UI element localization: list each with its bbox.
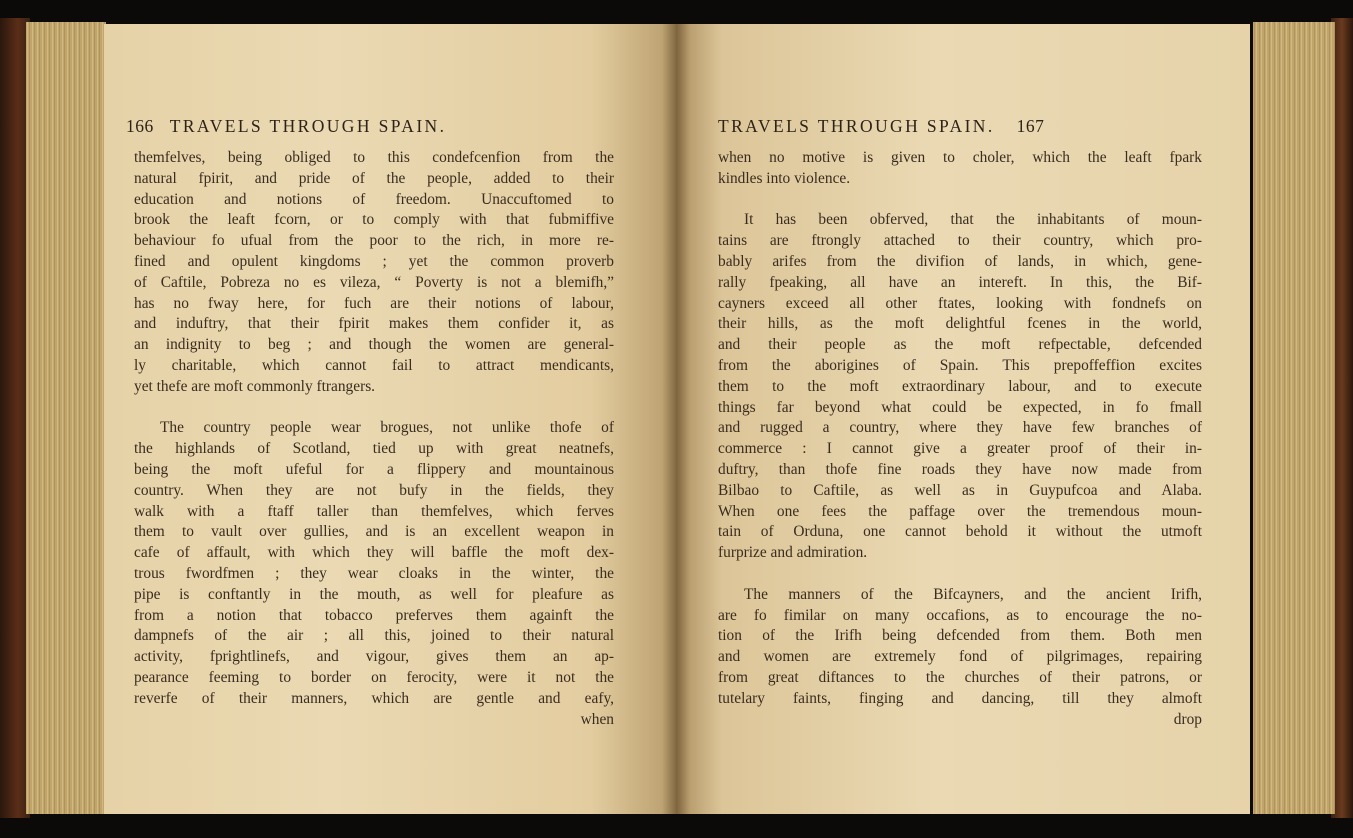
text-line: duftry, than thofe fine roads they have now made from [718,460,1202,478]
text-line: brook the leaft fcorn, or to comply with that fubmiffive [134,211,614,229]
text-line: kindles into violence. [718,169,851,187]
text-line: and their people as the moft refpectable, defcended [718,336,1202,354]
left-running-head [126,116,446,137]
page-edges-left [26,22,106,814]
text-line: has no fway here, for fuch are their notions of labour, [134,294,614,312]
text-line: tutelary faints, finging and dancing, till they almoft [718,689,1202,707]
text-line: tion of the Irifh being defcended from them. Both men [718,627,1202,645]
text-line: walk with a ftaff taller than themfelves, which ferves [134,502,614,520]
text-line: yet thefe are moft commonly ftrangers. [134,377,376,395]
text-line: tain of Orduna, one cannot behold it without the utmoft [718,523,1202,541]
text-line: trous fwordfmen ; they wear cloaks in the winter, the [134,564,614,582]
text-line: when [580,710,614,728]
book-gutter [662,24,690,814]
text-line: bably arifes from the divifion of lands, in which, gene- [718,252,1202,270]
text-line: commerce : I cannot give a greater proof of their in- [718,440,1202,458]
text-line: when no motive is given to choler, which the leaft fpark [718,149,1202,166]
text-line: The manners of the Bifcayners, and the ancient Irifh, [744,585,1202,603]
right-running-head [718,116,1044,137]
text-line: things far beyond what could be expected, in fo fmall [718,398,1202,416]
text-line: It has been obferved, that the inhabitants of moun- [744,211,1202,229]
text-line: fined and opulent kingdoms ; yet the common proverb [134,252,614,270]
text-line: dampnefs of the air ; all this, joined to their natural [134,627,614,645]
left-running-title: TRAVELS THROUGH SPAIN. [169,116,447,136]
right-page-number: 167 [1016,116,1045,136]
text-line: activity, fprightlinefs, and vigour, gives them an ap- [134,648,614,666]
text-line: being the moft ufeful for a flippery and mountainous [134,460,614,478]
paragraph-break [718,190,1202,211]
text-line: behaviour fo ufual from the poor to the rich, in more re- [134,232,614,250]
text-line: from a notion that tobacco preferves them againft the [134,606,614,624]
text-line: themfelves, being obliged to this condefcenfion from the [134,149,614,166]
text-line: The country people wear brogues, not unlike thofe of [160,419,614,437]
text-line: from great diftances to the churches of their patrons, or [718,668,1202,686]
text-line: and rugged a country, where they have few branches of [718,419,1202,437]
text-line: from the aborigines of Spain. This prepoffeffion excites [718,356,1202,374]
text-line: and induftry, that their fpirit makes them confider it, as [134,315,614,333]
text-line: the highlands of Scotland, tied up with great neatnefs, [134,440,614,458]
text-line: drop [1173,710,1202,728]
text-line: furprize and admiration. [718,544,868,562]
text-line: and women are extremely fond of pilgrimages, repairing [718,648,1202,666]
right-running-title: TRAVELS THROUGH SPAIN. [718,116,995,136]
text-line: reverfe of their manners, which are gentle and eafy, [134,689,614,707]
text-line: of Caftile, Pobreza no es vileza, “ Poverty is not a blemifh,” [134,273,614,291]
right-page [676,24,1250,814]
page-edges-right [1253,22,1335,814]
text-line: country. When they are not bufy in the fields, they [134,481,614,499]
left-page-number: 166 [126,116,154,136]
text-line: an indignity to beg ; and though the women are general- [134,336,614,354]
text-line: are fo fimilar on many occafions, as to encourage the no- [718,606,1202,624]
text-line: When one fees the paffage over the tremendous moun- [718,502,1202,520]
paragraph-break [134,398,614,419]
left-body-text [134,148,614,730]
paragraph-break [718,564,1202,585]
text-line: rally fpeaking, all have an intereft. In this, the Bif- [718,273,1202,291]
text-line: tains are ftrongly attached to their country, which pro- [718,232,1202,250]
right-body-text [718,148,1202,730]
text-line: cayners exceed all other ftates, looking with fondnefs on [718,294,1202,312]
text-line: pipe is conftantly in the mouth, as well for pleafure as [134,585,614,603]
text-line: ly charitable, which cannot fail to attract mendicants, [134,356,614,374]
left-page [104,24,676,814]
text-line: education and notions of freedom. Unaccuftomed to [134,190,614,208]
text-line: Bilbao to Caftile, as well as in Guypufcoa and Alaba. [718,481,1202,499]
text-line: cafe of affault, with which they will baffle the moft dex- [134,544,614,562]
text-line: pearance feeming to border on ferocity, were it not the [134,668,614,686]
text-line: them to vault over gullies, and is an excellent weapon in [134,523,614,541]
text-line: their hills, as the moft delightful fcenes in the world, [718,315,1202,333]
text-line: natural fpirit, and pride of the people, added to their [134,169,614,187]
text-line: them to the moft extraordinary labour, and to execute [718,377,1202,395]
